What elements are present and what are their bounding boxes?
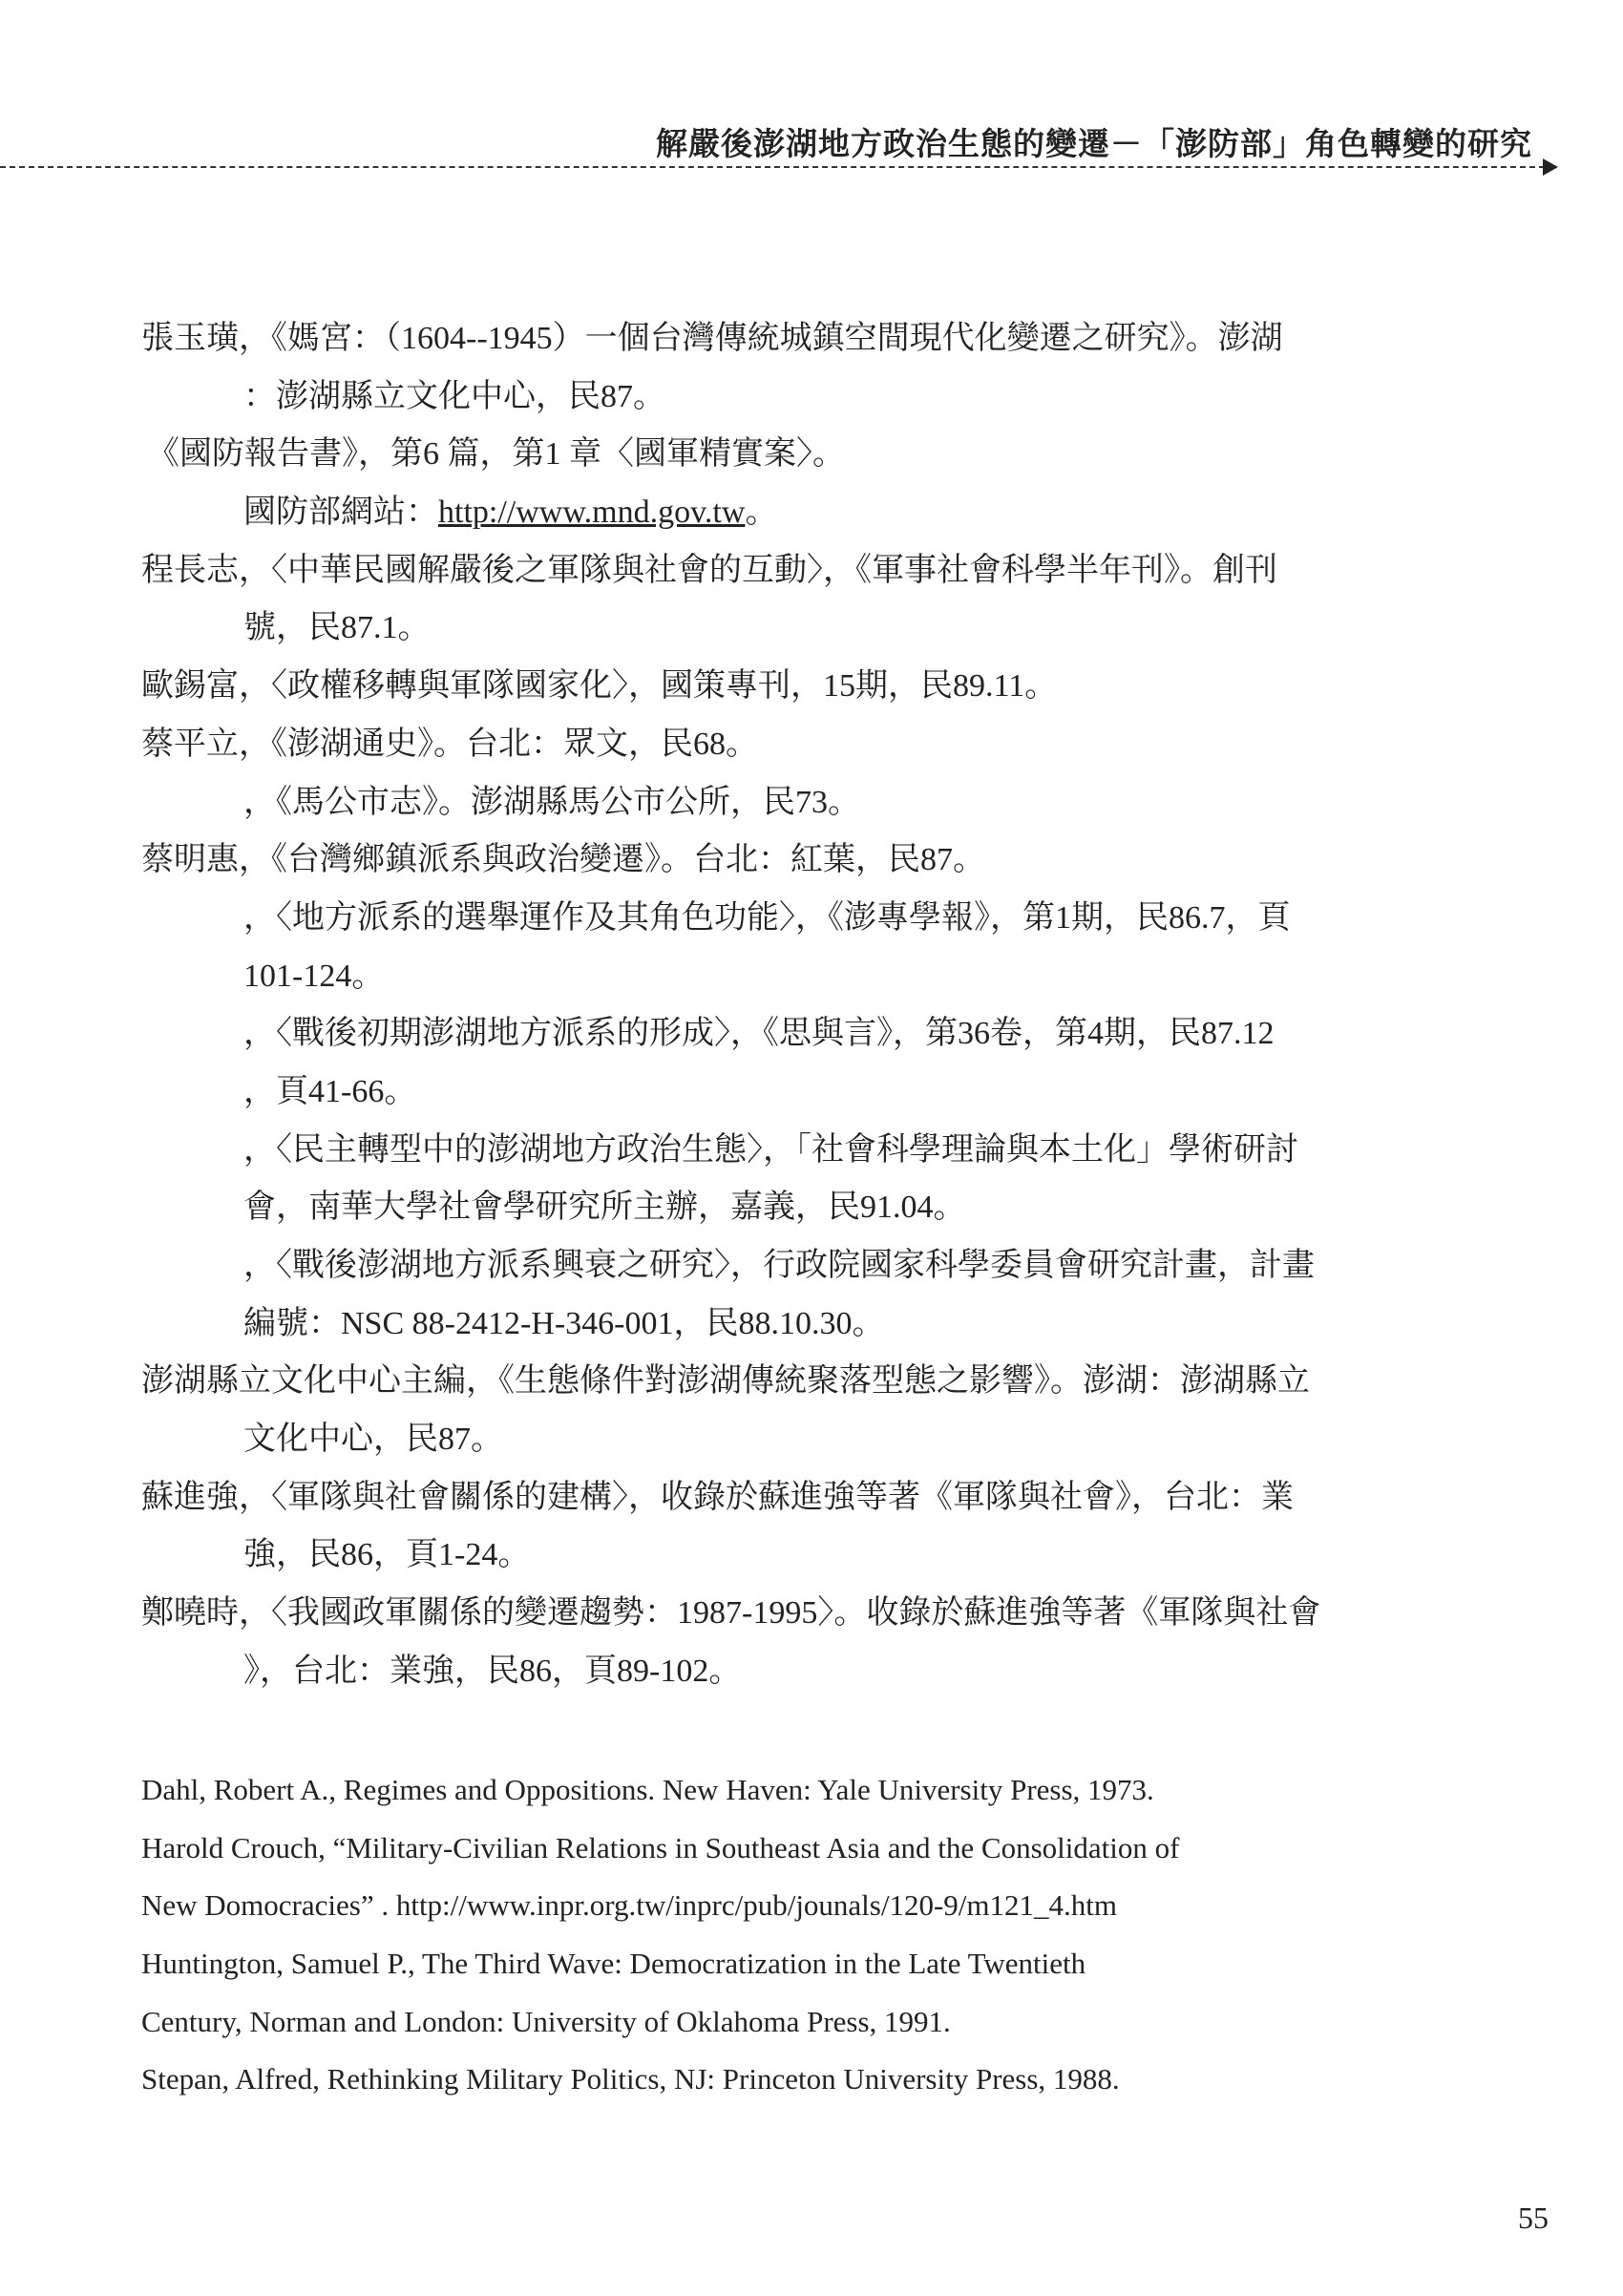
reference-text: 會，南華大學社會學研究所主辦，嘉義，民91.04。 xyxy=(243,1190,966,1226)
reference-suffix: 。 xyxy=(745,495,778,531)
reference-line xyxy=(141,426,1478,484)
reference-text: 歐錫富，〈政權移轉與軍隊國家化〉，國策專刊，15期，民89.11。 xyxy=(141,668,1058,705)
reference-text: 程長志，〈中華民國解嚴後之軍隊與社會的互動〉，《軍事社會科學半年刊》。創刊 xyxy=(141,552,1277,588)
reference-text: 蔡平立，《澎湖通史》。台北：眾文，民68。 xyxy=(141,726,758,762)
reference-text: 號，民87.1。 xyxy=(243,610,431,646)
reference-text: 澎湖縣立文化中心主編，《生態條件對澎湖傳統聚落型態之影響》。澎湖：澎湖縣立 xyxy=(141,1363,1310,1400)
reference-text: 編號：NSC 88-2412-H-346-001，民88.10.30。 xyxy=(243,1305,885,1341)
reference-line xyxy=(141,310,1478,369)
reference-line xyxy=(141,832,1478,890)
english-reference-line: New Domocracies” . http://www.inpr.org.tw/inprc/pub/jounals/120-9/m121_4.htm xyxy=(141,1888,1118,1923)
reference-text: 蘇進強，〈軍隊與社會關係的建構〉，收錄於蘇進強等著《軍隊與社會》，台北：業 xyxy=(141,1479,1294,1515)
website-link[interactable]: http://www.mnd.gov.tw xyxy=(438,495,746,531)
reference-line xyxy=(141,1643,1478,1701)
reference-text: ：澎湖縣立文化中心，民87。 xyxy=(243,378,665,414)
reference-line xyxy=(141,369,1478,427)
reference-line xyxy=(141,484,1478,542)
header-dashed-rule xyxy=(0,166,1545,168)
reference-text: ，〈民主轉型中的澎湖地方政治生態〉，「社會科學理論與本土化」學術研討 xyxy=(243,1131,1298,1168)
english-reference-line: Dahl, Robert A., Regimes and Oppositions. New Haven: Yale University Press, 1973. xyxy=(141,1773,1154,1806)
reference-text: ，《馬公市志》。澎湖縣馬公市公所，民73。 xyxy=(243,784,860,820)
reference-line xyxy=(141,1353,1478,1411)
reference-line xyxy=(141,774,1478,832)
reference-text: ，〈戰後澎湖地方派系興衰之研究〉，行政院國家科學委員會研究計畫，計畫 xyxy=(243,1248,1315,1283)
reference-line xyxy=(141,1411,1478,1469)
arrow-right-icon xyxy=(1543,158,1558,176)
english-reference-line: Century, Norman and London: University of Oklahoma Press, 1991. xyxy=(141,2004,951,2038)
reference-line xyxy=(141,1469,1478,1527)
reference-line xyxy=(141,1585,1478,1643)
reference-line xyxy=(141,1295,1478,1354)
reference-line xyxy=(141,948,1478,1006)
reference-line xyxy=(141,542,1478,600)
reference-text: 蔡明惠，《台灣鄉鎮派系與政治變遷》。台北：紅葉，民87。 xyxy=(141,842,985,878)
reference-line xyxy=(141,658,1478,716)
reference-text: 文化中心，民87。 xyxy=(243,1422,503,1458)
english-reference-line: Harold Crouch, “Military-Civilian Relations in Southeast Asia and the Consolidation of xyxy=(141,1830,1180,1864)
reference-text: 國防部網站： xyxy=(243,495,438,531)
english-references xyxy=(141,1761,1526,2109)
reference-text: ，頁41-66。 xyxy=(243,1073,417,1109)
reference-text: ，〈戰後初期澎湖地方派系的形成〉，《思與言》，第36卷，第4期，民87.12 xyxy=(243,1016,1275,1052)
reference-text: 101-124。 xyxy=(243,958,385,994)
reference-line xyxy=(141,1122,1478,1180)
chinese-references xyxy=(141,310,1478,1701)
reference-text: 》，台北：業強，民86，頁89-102。 xyxy=(243,1653,742,1689)
running-header: 解嚴後澎湖地方政治生態的變遷－「澎防部」角色轉變的研究 xyxy=(656,125,1532,162)
reference-line xyxy=(141,1179,1478,1237)
reference-text: ，〈地方派系的選舉運作及其角色功能〉，《澎專學報》，第1期，民86.7，頁 xyxy=(243,899,1291,936)
reference-text: 強，民86，頁1-24。 xyxy=(243,1537,531,1573)
reference-line xyxy=(141,1064,1478,1122)
reference-line xyxy=(141,600,1478,658)
reference-line xyxy=(141,1237,1478,1295)
reference-line xyxy=(141,716,1478,774)
page-number: 55 xyxy=(1518,2201,1549,2235)
reference-line xyxy=(141,1005,1478,1064)
reference-line xyxy=(141,890,1478,948)
reference-text: 鄭曉時，〈我國政軍關係的變遷趨勢：1987-1995〉。收錄於蘇進強等著《軍隊與社會 xyxy=(141,1595,1321,1632)
english-reference-line: Stepan, Alfred, Rethinking Military Politics, NJ: Princeton University Press, 1988. xyxy=(141,2062,1120,2096)
english-reference-line: Huntington, Samuel P., The Third Wave: Democratization in the Late Twentieth xyxy=(141,1947,1086,1981)
reference-text: 張玉璜，《媽宮：（1604--1945）一個台灣傳統城鎮空間現代化變遷之研究》。澎湖 xyxy=(141,321,1283,356)
reference-line xyxy=(141,1527,1478,1585)
reference-text: 《國防報告書》，第6 篇，第1 章〈國軍精實案〉。 xyxy=(147,436,845,473)
